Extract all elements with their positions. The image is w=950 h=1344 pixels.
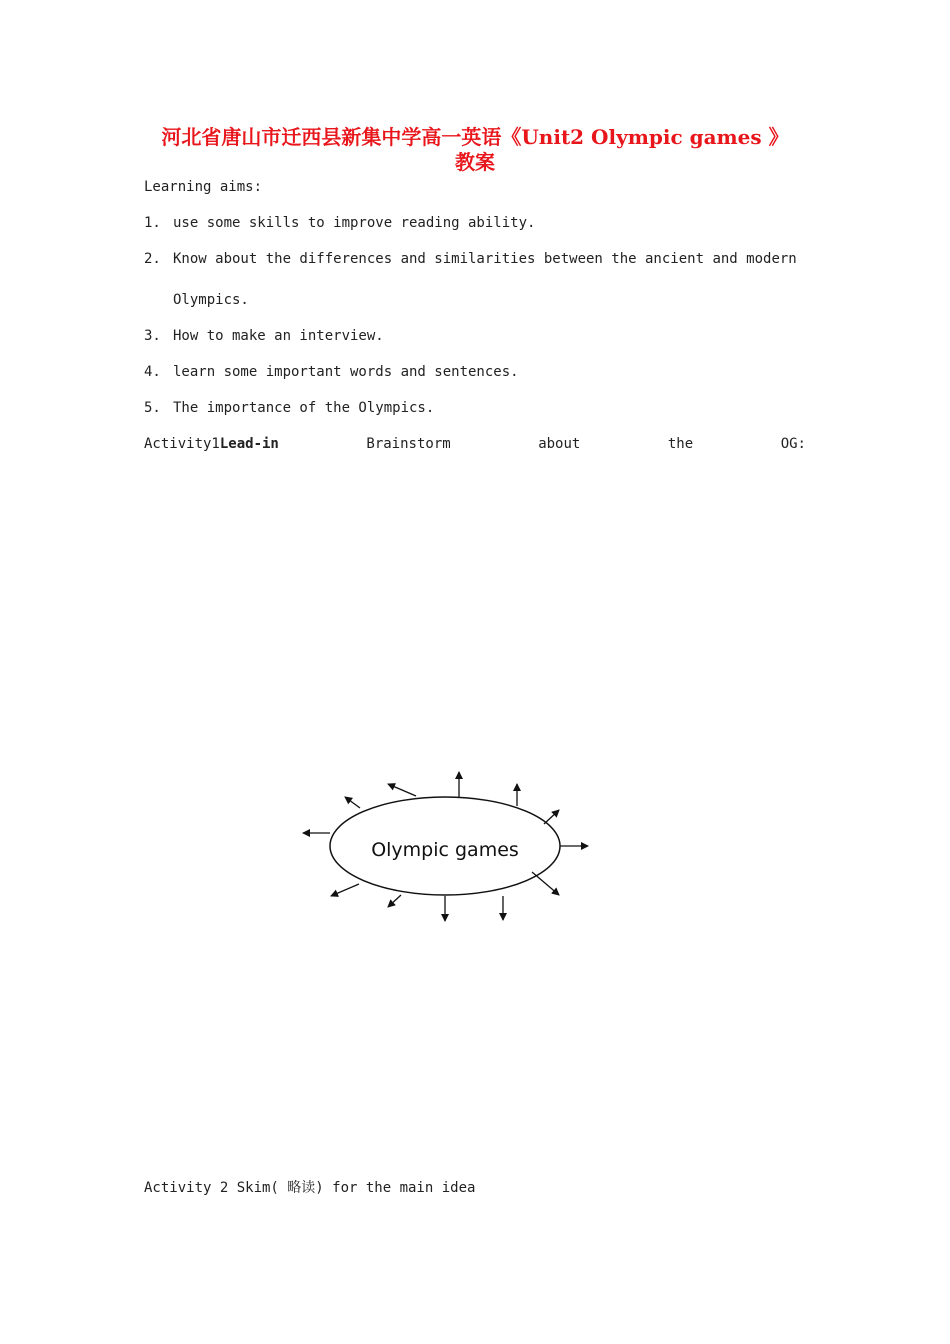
aim-text: learn some important words and sentences. <box>173 364 519 380</box>
arrow <box>388 895 401 907</box>
aim-number: 1. <box>144 215 161 231</box>
activity2-heading: Activity 2 Skim( 略读) for the main idea <box>144 1180 476 1196</box>
activity1-word: OG: <box>780 436 806 452</box>
aim-text: Olympics. <box>173 292 249 308</box>
aim-item-2 <box>144 249 797 269</box>
document-title-line2: 教案 <box>455 150 495 174</box>
arrow <box>388 784 416 796</box>
aim-number: 3. <box>144 328 161 344</box>
aim-item-2-continued <box>144 290 249 310</box>
brainstorm-center-label: Olympic games <box>371 839 519 861</box>
activity1-word: the <box>667 436 694 452</box>
aim-text: Know about the differences and similarities between the ancient and modern <box>173 251 797 267</box>
activity1-word: Brainstorm <box>366 436 451 452</box>
aim-text: How to make an interview. <box>173 328 384 344</box>
arrow <box>544 810 559 824</box>
aim-item-5 <box>144 398 434 418</box>
learning-aims-heading: Learning aims: <box>144 179 263 195</box>
arrow <box>331 884 359 896</box>
brainstorm-diagram <box>280 760 610 940</box>
document-title-line1: 河北省唐山市迁西县新集中学高一英语《Unit2 Olympic games 》 <box>161 125 789 149</box>
activity1-heading <box>144 434 279 454</box>
aim-number: 4. <box>144 364 161 380</box>
arrow <box>532 872 559 895</box>
activity1-lead-in: Lead-in <box>219 436 279 452</box>
activity1-line <box>144 434 806 454</box>
aim-text: The importance of the Olympics. <box>173 400 435 416</box>
aim-text: use some skills to improve reading ability. <box>173 215 536 231</box>
activity1-prefix: Activity1 <box>144 436 220 452</box>
aim-number: 5. <box>144 400 161 416</box>
aim-item-3 <box>144 326 384 346</box>
aim-item-4 <box>144 362 519 382</box>
activity1-word: about <box>538 436 581 452</box>
aim-item-1 <box>144 213 535 233</box>
arrow <box>345 797 360 808</box>
aim-number: 2. <box>144 251 161 267</box>
